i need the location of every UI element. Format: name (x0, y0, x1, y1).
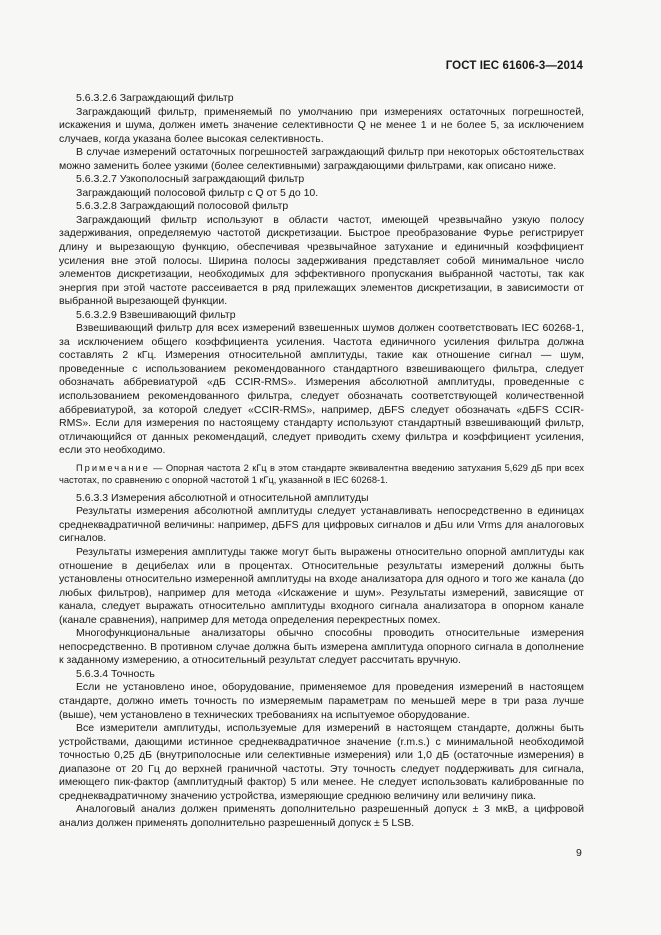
page-number: 9 (576, 847, 582, 859)
paragraph: Взвешивающий фильтр для всех измерений взвешенных шумов должен соответствовать IEC 60268-1, за исключением общего коэффициента усиления. Частота единичного усиления фильтра должна составлять 2 кГц. Измерения относительной амплитуды, такие как отношение сигнал — шум, проведенные с использованием рекомендованного стандартного взвешивающего фильтра, следует обозначать аббревиатурой «дБ CCIR-RMS». Измерения абсолютной амплитуды, проведенные с использованием рекомендованного фильтра, следует обозначать соответствующей количественной аббревиатурой, за которой следует «CCIR-RMS», например, дБFS следует обозначать «дБFS CCIR-RMS». Если для измерения по настоящему стандарту используют стандартный взвешивающий фильтр, отличающийся от данных рекомендаций, следует приводить схему фильтра и коэффициент усиления, если это необходимо. (59, 322, 584, 457)
section-heading: 5.6.3.3 Измерения абсолютной и относительной амплитуды (76, 491, 369, 504)
paragraph: Результаты измерения абсолютной амплитуды следует устанавливать непосредственно в единицах среднеквадратичной величины: например, дБFS для цифровых сигналов и дБu или Vrms для аналоговых сигналов. (59, 505, 584, 545)
section-heading: 5.6.3.2.8 Заграждающий полосовой фильтр (76, 200, 289, 213)
paragraph: Аналоговый анализ должен применять дополнительно разрешенный допуск ± 3 мкВ, а цифровой анализ должен применять дополнительно разрешенный допуск ± 5 LSB. (59, 803, 584, 829)
paragraph: Результаты измерения амплитуды также могут быть выражены относительно опорной амплитуды как отношение в децибелах или в процентах. Относительные результаты измерений должны быть установлены относительно измеренной амплитуды на входе анализатора для одного и того же канала (до любых фильтров), например для метода «Искажение и шум». Результаты измерений, зависящие от канала, следует выражать относительно амплитуды входного сигнала анализатора в опорном канале (канале сравнения), например для метода определения перекрестных помех. (59, 545, 584, 626)
document-id: ГОСТ IEC 61606-3—2014 (445, 60, 583, 72)
section-heading: 5.6.3.2.7 Узкополосный заграждающий фильтр (76, 173, 305, 186)
document-body (59, 92, 584, 830)
section-heading: 5.6.3.4 Точность (76, 667, 155, 680)
note-text: — Опорная частота 2 кГц в этом стандарте эквивалентна введению затухания 5,629 дБ при всех частотах, по сравнению с опорной частотой 1 кГц, указанной в IEC 60268-1. (59, 462, 584, 486)
note (59, 462, 584, 487)
paragraph: Заграждающий фильтр, применяемый по умолчанию при измерениях остаточных погрешностей, искажения и шума, должен иметь значение селективности Q не менее 1 и не более 5, за исключением случаев, когда указана более высокая селективность. (59, 105, 584, 145)
note-label: Примечание (76, 462, 150, 473)
paragraph: В случае измерений остаточных погрешностей заграждающий фильтр при некоторых обстоятельствах можно заменить более узкими (более селективными) заграждающими фильтрами, как описано ниже. (59, 146, 584, 172)
paragraph: Все измерители амплитуды, используемые для измерений в настоящем стандарте, должны быть устройствами, дающими истинное среднеквадратичное значение (r.m.s.) с минимальной необходимой точностью 0,25 дБ (внутриполосные или селективные измерения) или 1,0 дБ (остаточные измерения) в диапазоне от 20 Гц до верхней граничной частоты. Эту точность следует поддерживать для сигнала, имеющего пик-фактор (амплитудный фактор) 5 или менее. Не следует использовать калиброванные по среднеквадратичному значению устройства, измеряющие среднюю величину или величину пика. (59, 722, 584, 802)
paragraph: Заграждающий фильтр используют в области частот, имеющей чрезвычайно узкую полосу задерживания, определяемую частотой дискретизации. Быстрое преобразование Фурье регистрирует длину и вырезающую функцию, обеспечивая чрезвычайное затухание и единичный коэффициент усиления вне этой полосы. Ширина полосы задерживания представляет собой минимальное число элементов дискретизации, необходимых для эффективного пропускания выбранной частоты, так как энергия при этой частоте рассеивается в ряд прилежащих элементов дискретизации, в зависимости от выбранной вырезающей функции. (59, 213, 584, 308)
section-heading: 5.6.3.2.9 Взвешивающий фильтр (76, 308, 236, 321)
paragraph: Если не установлено иное, оборудование, применяемое для проведения измерений в настоящем стандарте, должно иметь точность по измеряемым параметрам по меньшей мере в три раза лучше (выше), чем установлено в технических требованиях на испытуемое оборудование. (59, 681, 584, 721)
paragraph: Многофункциональные анализаторы обычно способны проводить относительные измерения непосредственно. В противном случае должна быть измерена амплитуда опорного сигнала в дополнение к заданному измерению, а относительный результат следует рассчитать вручную. (59, 627, 584, 667)
section-heading: 5.6.3.2.6 Заграждающий фильтр (76, 92, 234, 104)
paragraph: Заграждающий полосовой фильтр с Q от 5 до 10. (76, 186, 319, 199)
